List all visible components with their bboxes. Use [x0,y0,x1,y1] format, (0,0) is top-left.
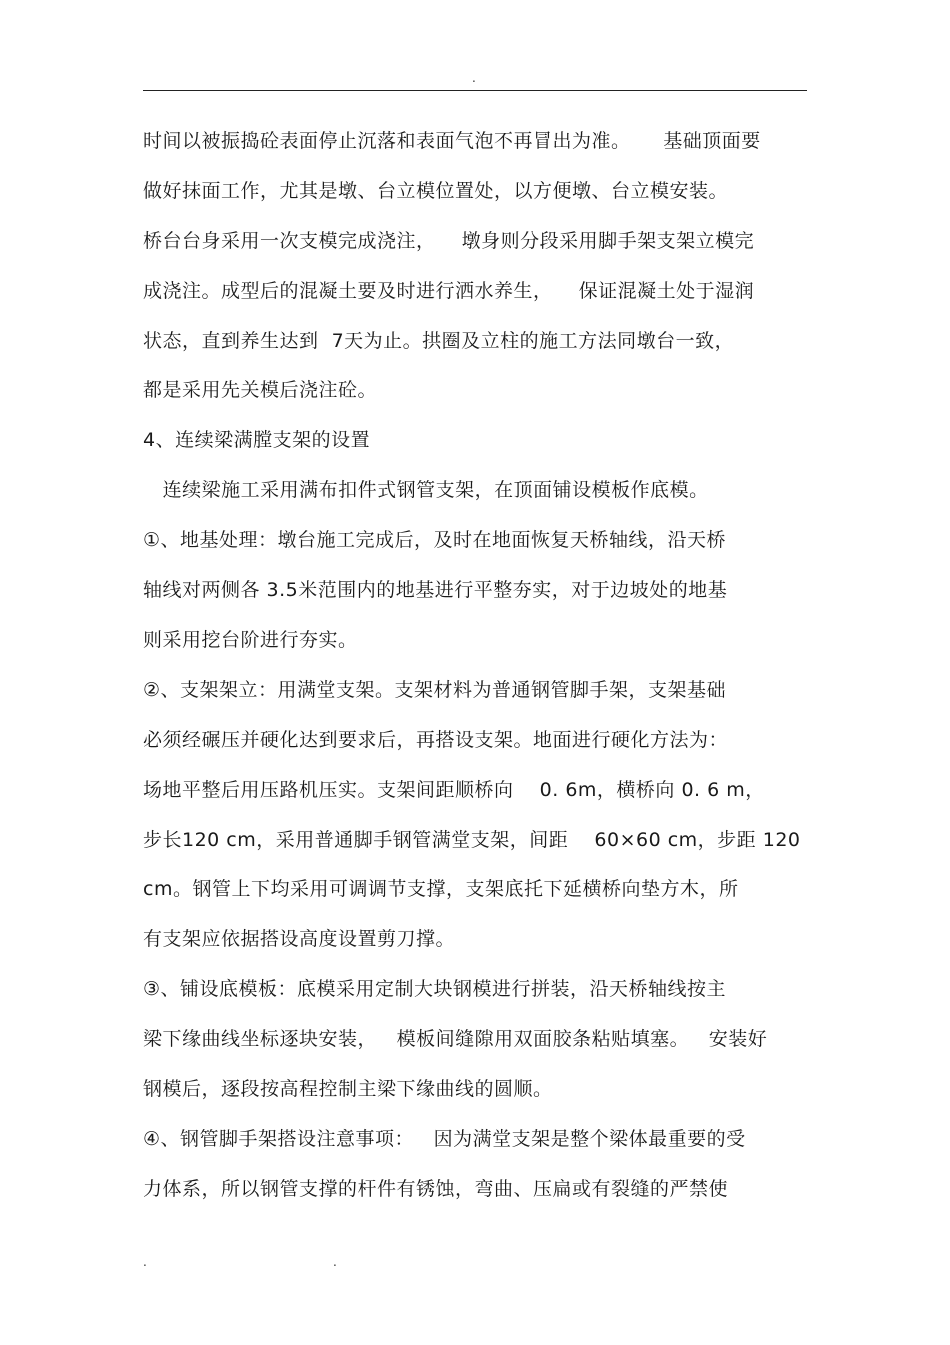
text-line: 轴线对两侧各 3.5米范围内的地基进行平整夯实，对于边坡处的地基 [143,579,728,601]
list-item-3: ③、铺设底模板：底模采用定制大块钢模进行拼装，沿天桥轴线按主 [143,978,727,1000]
list-item-4: ④、钢管脚手架搭设注意事项： 因为满堂支架是整个梁体最重要的受 [143,1128,746,1150]
text-line: 必须经碾压并硬化达到要求后，再搭设支架。地面进行硬化方法为： [143,729,729,751]
text-line: 梁下缘曲线坐标逐块安装， 模板间缝隙用双面胶条粘贴填塞。 安装好 [143,1028,768,1050]
text-line: 则采用挖台阶进行夯实。 [143,629,358,651]
text-line: 力体系，所以钢管支撑的杆件有锈蚀，弯曲、压扁或有裂缝的严禁使 [143,1178,729,1200]
text-line: 时间以被振捣砼表面停止沉落和表面气泡不再冒出为准。 基础顶面要 [143,130,761,152]
list-item-1: ①、地基处理：墩台施工完成后，及时在地面恢复天桥轴线，沿天桥 [143,529,727,551]
text-line: cm。钢管上下均采用可调调节支撑，支架底托下延横桥向垫方木，所 [143,878,739,900]
text-line: 状态，直到养生达到 7天为止。拱圈及立柱的施工方法同墩台一致， [143,330,735,352]
text-line: 场地平整后用压路机压实。支架间距顺桥向 0. 6m，横桥向 0. 6 m， [143,779,765,801]
text-line: 都是采用先关模后浇注砼。 [143,379,378,401]
text-line: 桥台台身采用一次支模完成浇注， 墩身则分段采用脚手架支架立模完 [143,230,755,252]
footer-right-mark: . [333,1255,337,1269]
text-line: 做好抹面工作，尤其是墩、台立模位置处，以方便墩、台立模安装。 [143,180,729,202]
text-line: 成浇注。成型后的混凝土要及时进行洒水养生， 保证混凝土处于湿润 [143,280,755,302]
header-mark: . [472,71,476,85]
header-rule [143,90,807,91]
text-line: 钢模后，逐段按高程控制主梁下缘曲线的圆顺。 [143,1078,553,1100]
footer-left-mark: . [143,1255,147,1269]
text-line: 连续梁施工采用满布扣件式钢管支架，在顶面铺设模板作底模。 [143,479,709,501]
section-heading: 4、连续梁满膛支架的设置 [143,429,371,451]
text-line: 有支架应依据搭设高度设置剪刀撑。 [143,928,456,950]
list-item-2: ②、支架架立：用满堂支架。支架材料为普通钢管脚手架，支架基础 [143,679,727,701]
text-line: 步长120 cm，采用普通脚手钢管满堂支架，间距 60×60 cm，步距 120 [143,829,801,851]
